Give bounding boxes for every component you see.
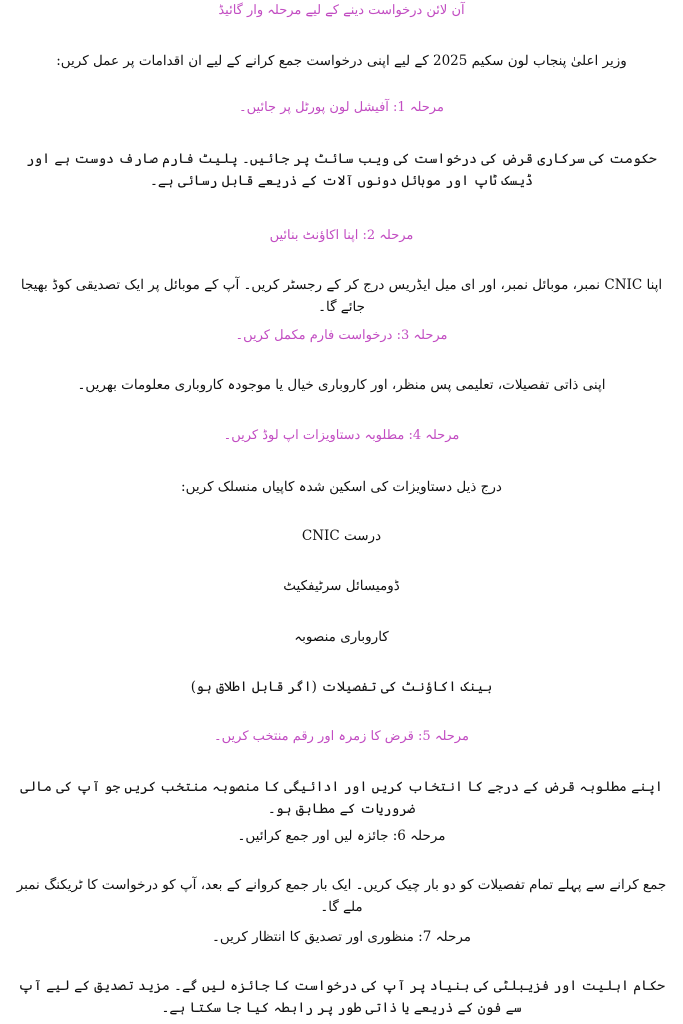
step7-heading: مرحلہ 7: منظوری اور تصدیق کا انتظار کریں۔ [211, 929, 472, 945]
document-item-business-plan: کاروباری منصوبہ [294, 629, 389, 645]
step2-text: اپنا CNIC نمبر، موبائل نمبر، اور ای میل ایڈریس درج کر کے رجسٹر کریں۔ آپ کے موبائل پر ایک تصدیقی کوڈ بھیجا جائے گا۔ [20, 277, 663, 315]
step3-heading: مرحلہ 3: درخواست فارم مکمل کریں۔ [235, 328, 448, 343]
step2-heading: مرحلہ 2: اپنا اکاؤنٹ بنائیں [269, 228, 414, 243]
step1-text: حکومت کی سرکاری قرض کی درخواست کی ویب سائٹ پر جائیں۔ پلیٹ فارم صارف دوست ہے اور ڈیسک ٹاپ اور موبائل دونوں آلات کے ذریعے قابل رسائی ہے۔ [26, 151, 657, 189]
document-item-cnic: درست CNIC [301, 528, 382, 544]
intro-text: وزیر اعلیٰ پنجاب لون سکیم 2025 کے لیے اپنی درخواست جمع کرانے کے لیے ان اقدامات پر عمل کریں: [56, 53, 627, 69]
document-item-domicile: ڈومیسائل سرٹیفکیٹ [283, 578, 400, 594]
step3-text: اپنی ذاتی تفصیلات، تعلیمی پس منظر، اور کاروباری خیال یا موجودہ کاروباری معلومات بھریں۔ [77, 377, 606, 393]
guide-title: آن لائن درخواست دینے کے لیے مرحلہ وار گائیڈ [218, 3, 465, 18]
step4-text: درج ذیل دستاویزات کی اسکین شدہ کاپیاں منسلک کریں: [181, 479, 502, 495]
step7-text: حکام اہلیت اور فزیبلٹی کی بنیاد پر آپ کی درخواست کا جائزہ لیں گے۔ مزید تصدیق کے لیے آپ سے فون کے ذریعے یا ذاتی طور پر رابطہ کیا جا سکتا ہے۔ [18, 978, 665, 1016]
step5-text: اپنے مطلوبہ قرض کے درجے کا انتخاب کریں اور ادائیگی کا منصوبہ منتخب کریں جو آپ کی مالی ضروریات کے مطابق ہو۔ [20, 779, 663, 817]
step6-heading: مرحلہ 6: جائزہ لیں اور جمع کرائیں۔ [237, 828, 446, 844]
step5-heading: مرحلہ 5: قرض کا زمرہ اور رقم منتخب کریں۔ [214, 729, 469, 744]
document-item-bank-details: بینک اکاؤنٹ کی تفصیلات (اگر قابل اطلاق ہو) [190, 679, 493, 695]
step1-heading: مرحلہ 1: آفیشل لون پورٹل پر جائیں۔ [239, 100, 444, 115]
step6-text: جمع کرانے سے پہلے تمام تفصیلات کو دو بار چیک کریں۔ ایک بار جمع کروانے کے بعد، آپ کو درخواست کا ٹریکنگ نمبر ملے گا۔ [16, 877, 667, 915]
step4-heading: مرحلہ 4: مطلوبہ دستاویزات اپ لوڈ کریں۔ [223, 428, 460, 443]
